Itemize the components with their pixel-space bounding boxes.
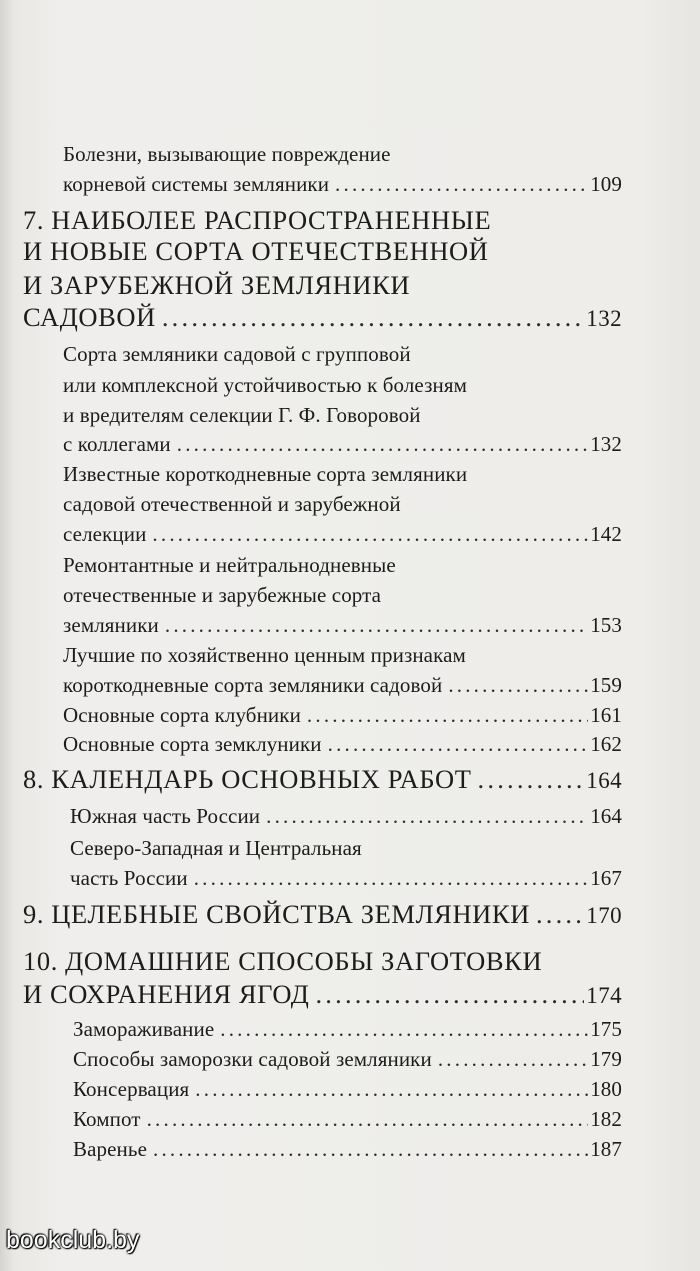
- dot-leader: [152, 522, 588, 547]
- toc-entry-line-continued: [63, 403, 421, 428]
- toc-entry-line: [73, 1017, 622, 1042]
- page-number: 153: [590, 613, 622, 637]
- dot-leader: [153, 1137, 588, 1162]
- dot-leader: [162, 302, 584, 333]
- toc-entry-line-continued: [23, 236, 489, 267]
- section-title: отечественные и зарубежные сорта: [63, 583, 382, 607]
- section-title: с коллегами: [63, 432, 171, 456]
- toc-entry-line-continued: [23, 946, 542, 977]
- dot-leader: [165, 613, 588, 638]
- chapter-title: И ЗАРУБЕЖНОЙ ЗЕМЛЯНИКИ: [23, 270, 411, 300]
- page-number: 132: [590, 432, 622, 456]
- toc-entry-line: [63, 703, 622, 728]
- toc-entry-line-continued: [63, 492, 401, 517]
- section-title: Основные сорта земклуники: [63, 732, 322, 756]
- section-title: Ремонтантные и нейтральнодневные: [63, 553, 396, 577]
- dot-leader: [335, 172, 588, 197]
- toc-entry-line-continued: [63, 462, 467, 487]
- toc-entry-line-continued: [63, 142, 391, 167]
- dot-leader: [328, 732, 589, 757]
- chapter-title: И СОХРАНЕНИЯ ЯГОД: [23, 979, 310, 1009]
- toc-entry-line: [73, 1047, 622, 1072]
- toc-entry-line: [63, 673, 622, 698]
- toc-entry-line: [73, 1077, 622, 1102]
- toc-entry-line: [63, 172, 622, 197]
- chapter-title: САДОВОЙ: [23, 302, 156, 332]
- toc-entry-line: [23, 302, 622, 333]
- section-title: Сорта земляники садовой с групповой: [63, 342, 411, 366]
- dot-leader: [195, 1077, 588, 1102]
- dot-leader: [307, 703, 588, 728]
- dot-leader: [194, 866, 588, 891]
- page-number: 182: [590, 1107, 622, 1131]
- page-number: 164: [590, 804, 622, 828]
- chapter-title: И НОВЫЕ СОРТА ОТЕЧЕСТВЕННОЙ: [23, 236, 489, 266]
- toc-entry-line: [70, 804, 622, 829]
- page-number: 161: [590, 703, 622, 727]
- section-title: Консервация: [73, 1077, 190, 1101]
- toc-entry-line: [63, 732, 622, 757]
- page-number: 175: [590, 1017, 622, 1041]
- dot-leader: [478, 764, 585, 795]
- toc-entry-line-continued: [63, 583, 381, 608]
- toc-entry-line-continued: [70, 836, 362, 861]
- toc-entry-line-continued: [63, 373, 467, 398]
- toc-entry-line-continued: [63, 553, 396, 578]
- section-title: земляники: [63, 613, 159, 637]
- toc-entry-line: [23, 899, 622, 930]
- chapter-title: 10. ДОМАШНИЕ СПОСОБЫ ЗАГОТОВКИ: [23, 946, 543, 976]
- section-title: Способы заморозки садовой земляники: [73, 1047, 432, 1071]
- section-title: Компот: [73, 1107, 141, 1131]
- section-title: Болезни, вызывающие повреждение: [63, 142, 391, 166]
- toc-entry-line-continued: [63, 342, 411, 367]
- section-title: Известные короткодневные сорта земляники: [63, 462, 468, 486]
- page-number: 132: [586, 306, 622, 331]
- dot-leader: [177, 432, 588, 457]
- toc-entry-line-continued: [23, 270, 410, 301]
- section-title: Лучшие по хозяйственно ценным признакам: [63, 643, 466, 667]
- page-number: 180: [590, 1077, 622, 1101]
- section-title: и вредителям селекции Г. Ф. Говоровой: [63, 403, 421, 427]
- toc-entry-line-continued: [23, 205, 491, 236]
- dot-leader: [536, 899, 584, 930]
- toc-entry-line: [63, 613, 622, 638]
- section-title: короткодневные сорта земляники садовой: [63, 673, 443, 697]
- dot-leader: [266, 804, 588, 829]
- chapter-title: 7. НАИБОЛЕЕ РАСПРОСТРАНЕННЫЕ: [23, 205, 492, 235]
- section-title: корневой системы земляники: [63, 172, 330, 196]
- section-title: часть России: [70, 866, 188, 890]
- page-number: 164: [586, 768, 622, 793]
- dot-leader: [315, 979, 584, 1010]
- section-title: Основные сорта клубники: [63, 703, 301, 727]
- page-number: 167: [590, 866, 622, 890]
- toc-entry-line: [73, 1137, 622, 1162]
- section-title: или комплексной устойчивостью к болезням: [63, 373, 467, 397]
- section-title: Северо-Западная и Центральная: [70, 836, 362, 860]
- page-number: 187: [590, 1137, 622, 1161]
- toc-entry-line-continued: [63, 643, 466, 668]
- page-number: 109: [590, 172, 622, 196]
- section-title: Южная часть России: [70, 804, 261, 828]
- chapter-title: 8. КАЛЕНДАРЬ ОСНОВНЫХ РАБОТ: [23, 764, 472, 794]
- page-number: 162: [590, 732, 622, 756]
- dot-leader: [448, 673, 588, 698]
- page-number: 174: [586, 983, 622, 1008]
- dot-leader: [220, 1017, 588, 1042]
- toc-entry-line: [23, 764, 622, 795]
- toc-entry-line: [63, 522, 622, 547]
- section-title: селекции: [63, 522, 147, 546]
- page-number: 159: [590, 673, 622, 697]
- page-number: 179: [590, 1047, 622, 1071]
- toc-entry-line: [70, 866, 622, 891]
- chapter-title: 9. ЦЕЛЕБНЫЕ СВОЙСТВА ЗЕМЛЯНИКИ: [23, 899, 530, 929]
- toc-entry-line: [63, 432, 622, 457]
- dot-leader: [438, 1047, 588, 1072]
- section-title: садовой отечественной и зарубежной: [63, 492, 401, 516]
- section-title: Замораживание: [73, 1017, 215, 1041]
- section-title: Варенье: [73, 1137, 147, 1161]
- dot-leader: [147, 1107, 589, 1132]
- page-number: 142: [590, 522, 622, 546]
- toc-entry-line: [73, 1107, 622, 1132]
- page-number: 170: [586, 903, 622, 928]
- toc-entry-line: [23, 979, 622, 1010]
- watermark: bookclub.by: [6, 1226, 140, 1254]
